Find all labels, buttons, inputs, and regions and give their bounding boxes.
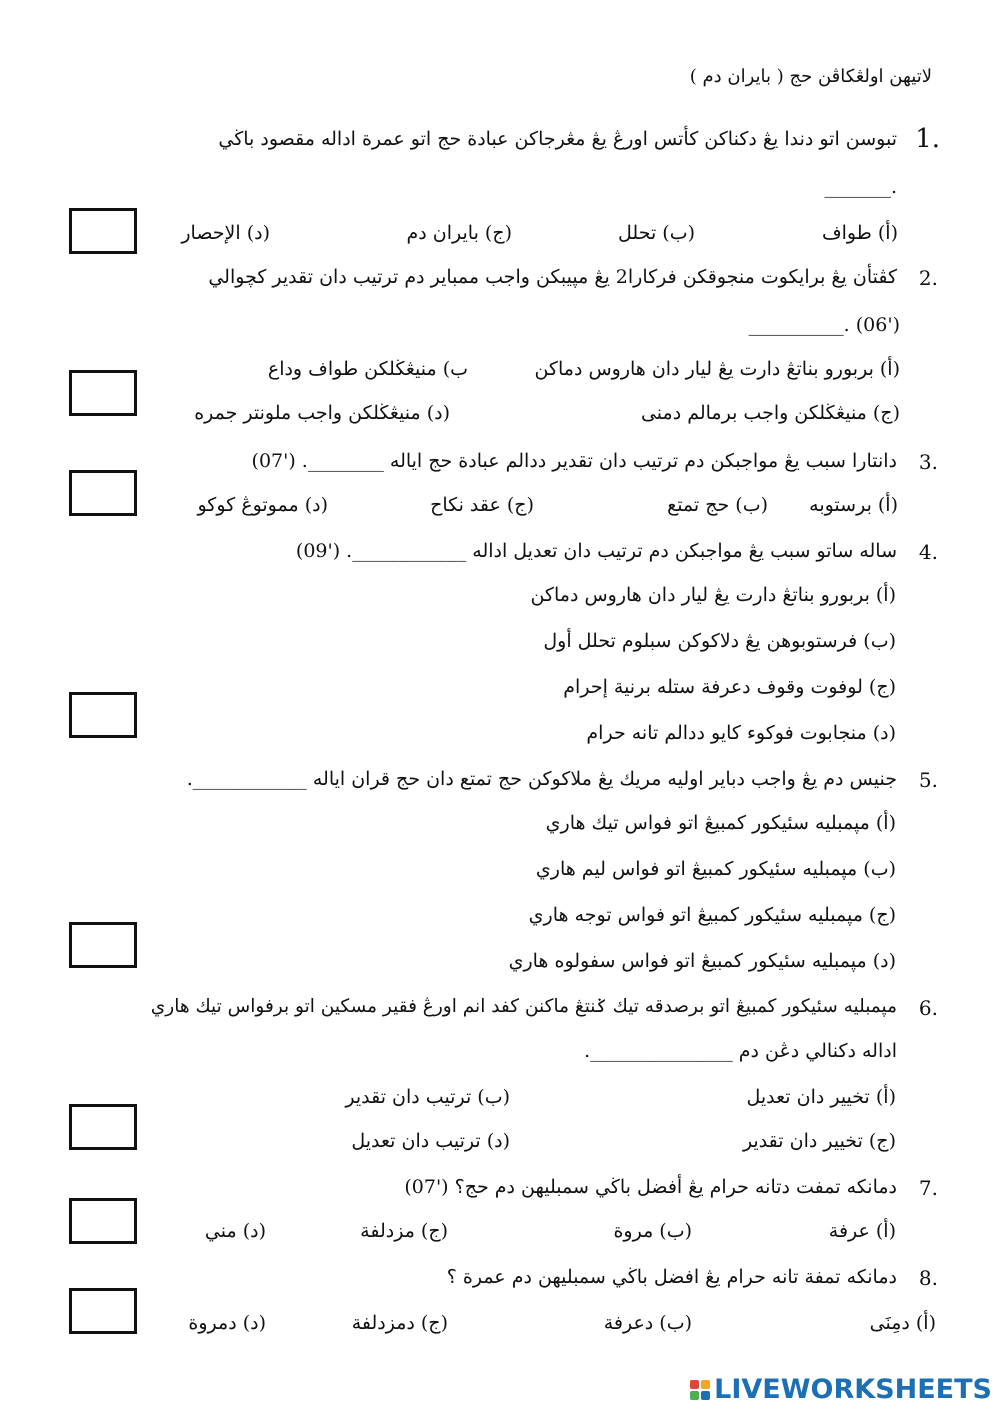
- question-6-number: 6.: [918, 996, 938, 1020]
- question-6-option-a: (أ) تخيير دان تعديل: [746, 1086, 896, 1108]
- question-3-option-d: (د) مموتوڠ كوكو: [197, 494, 328, 516]
- question-2-blank: ('06) .__________: [748, 314, 900, 336]
- question-1-text: تبوسن اتو دندا يڠ دكناكن كأتس اورڠ يڠ مڠرجاكن عبادة حج اتو عمرة اداله مقصود باڬي: [218, 128, 897, 150]
- question-5-number: 5.: [918, 768, 938, 792]
- question-2-number: 2.: [918, 266, 938, 290]
- question-6-option-c: (ج) تخيير دان تقدير: [742, 1130, 896, 1152]
- question-5-option-d: (د) مپمبليه سئيكور كمبيڠ اتو فواس سفولوه هاري: [508, 950, 896, 972]
- question-2-option-d: (د) منيڠڬلكن واجب ملونتر جمره: [194, 402, 450, 424]
- question-6-text: مپمبليه سئيكور كمبيڠ اتو برصدقه تيك ݢنتڠ ماكنن كفد انم اورڠ فقير مسكين اتو برفواس تيك هاري: [150, 996, 897, 1017]
- question-2-answer-box[interactable]: [69, 370, 137, 416]
- question-3-option-c: (ج) عقد نكاح: [430, 494, 534, 516]
- question-5-answer-box[interactable]: [69, 922, 137, 968]
- question-4-text: ساله ساتو سبب يڠ مواجبكن دم ترتيب دان تعديل اداله ____________. ('09): [295, 540, 897, 562]
- question-2-option-c: (ج) منيڠڬلكن واجب برمالم دمنى: [640, 402, 900, 424]
- question-7-option-a: (أ) عرفة: [828, 1220, 896, 1242]
- question-3-option-a: (أ) برستوبه: [809, 494, 898, 516]
- worksheet-title: لاتيهن اولڠكاڤن حج ( بايران دم ): [689, 66, 932, 87]
- question-7-answer-box[interactable]: [69, 1198, 137, 1244]
- question-8-option-a: (أ) دمِنَى: [869, 1312, 936, 1334]
- question-4-number: 4.: [918, 540, 938, 564]
- question-1-blank: ._______: [824, 176, 897, 198]
- question-3-option-b: (ب) حج تمتع: [667, 494, 768, 516]
- question-6-option-d: (د) ترتيب دان تعديل: [351, 1130, 510, 1152]
- logo-square-orange: [701, 1380, 710, 1389]
- logo-square-red: [690, 1380, 699, 1389]
- question-1-answer-box[interactable]: [69, 208, 137, 254]
- question-7-option-c: (ج) مزدلفة: [360, 1220, 448, 1242]
- question-8-option-d: (د) دمروة: [188, 1312, 266, 1334]
- liveworksheets-brand-text: LIVEWORKSHEETS: [714, 1374, 992, 1405]
- question-8-answer-box[interactable]: [69, 1288, 137, 1334]
- question-8-option-b: (ب) دعرفة: [603, 1312, 692, 1334]
- question-3-text: دانتارا سبب يڠ مواجبكن دم ترتيب دان تقدير ددالم عبادة حج اياله ________. ('07): [251, 450, 897, 472]
- question-7-number: 7.: [918, 1176, 938, 1200]
- question-2-option-b: ب) منيڠڬلكن طواف وداع: [267, 358, 468, 380]
- logo-square-green: [690, 1391, 699, 1400]
- question-1-number: 1.: [915, 124, 940, 154]
- liveworksheets-logo[interactable]: [690, 1374, 992, 1405]
- question-1-option-b: (ب) تحلل: [618, 222, 695, 244]
- question-8-number: 8.: [918, 1266, 938, 1290]
- liveworksheets-logo-icon: [690, 1380, 710, 1400]
- question-1-option-d: (د) الإحصار: [181, 222, 270, 244]
- question-5-option-b: (ب) مپمبليه سئيكور كمبيڠ اتو فواس ليم هاري: [535, 858, 896, 880]
- question-1-option-a: (أ) طواف: [821, 222, 898, 244]
- logo-square-blue: [701, 1391, 710, 1400]
- question-4-option-d: (د) منجابوت فوكوء كايو ددالم تانه حرام: [586, 722, 896, 744]
- question-1-option-c: (ج) بايران دم: [406, 222, 512, 244]
- question-5-option-a: (أ) مپمبليه سئيكور كمبيڠ اتو فواس تيك هاري: [545, 812, 896, 834]
- question-6-answer-box[interactable]: [69, 1104, 137, 1150]
- question-3-number: 3.: [918, 450, 938, 474]
- question-3-answer-box[interactable]: [69, 470, 137, 516]
- question-4-option-b: (ب) فرستوبوهن يڠ دلاكوكن سبلوم تحلل أول: [543, 630, 896, 652]
- question-4-option-a: (أ) بربورو بناتڠ دارت يڠ ليار دان هاروس دماكن: [530, 584, 896, 606]
- question-7-option-d: (د) مني: [204, 1220, 266, 1242]
- question-7-text: دمانكه تمفت دتانه حرام يڠ أفضل باڬي سمبليهن دم حج؟ ('07): [404, 1176, 897, 1198]
- question-7-option-b: (ب) مروة: [613, 1220, 692, 1242]
- question-4-option-c: (ج) لوفوت وقوف دعرفة ستله برنية إحرام: [563, 676, 896, 698]
- question-5-text: جنيس دم يڠ واجب دباير اوليه مريك يڠ ملاكوكن حج تمتع دان حج قران اياله ____________.: [186, 768, 897, 790]
- question-8-text: دمانكه تمفة تانه حرام يڠ افضل باڬي سمبليهن دم عمرة ؟: [446, 1266, 897, 1288]
- question-6-option-b: (ب) ترتيب دان تقدير: [345, 1086, 510, 1108]
- question-5-option-c: (ج) مپمبليه سئيكور كمبيڠ اتو فواس توجه هاري: [528, 904, 896, 926]
- question-6-text-line-2: اداله دكنالي دڠن دم _______________.: [584, 1040, 897, 1062]
- question-2-text: كڤتأن يڠ برايكوت منجوقكن فركارا2 يڠ مپيبكن واجب ممباير دم ترتيب دان تقدير كچوالي: [208, 266, 897, 288]
- question-4-answer-box[interactable]: [69, 692, 137, 738]
- question-2-option-a: (أ) بربورو بناتڠ دارت يڠ ليار دان هاروس دماكن: [534, 358, 900, 380]
- question-8-option-c: (ج) دمزدلفة: [351, 1312, 448, 1334]
